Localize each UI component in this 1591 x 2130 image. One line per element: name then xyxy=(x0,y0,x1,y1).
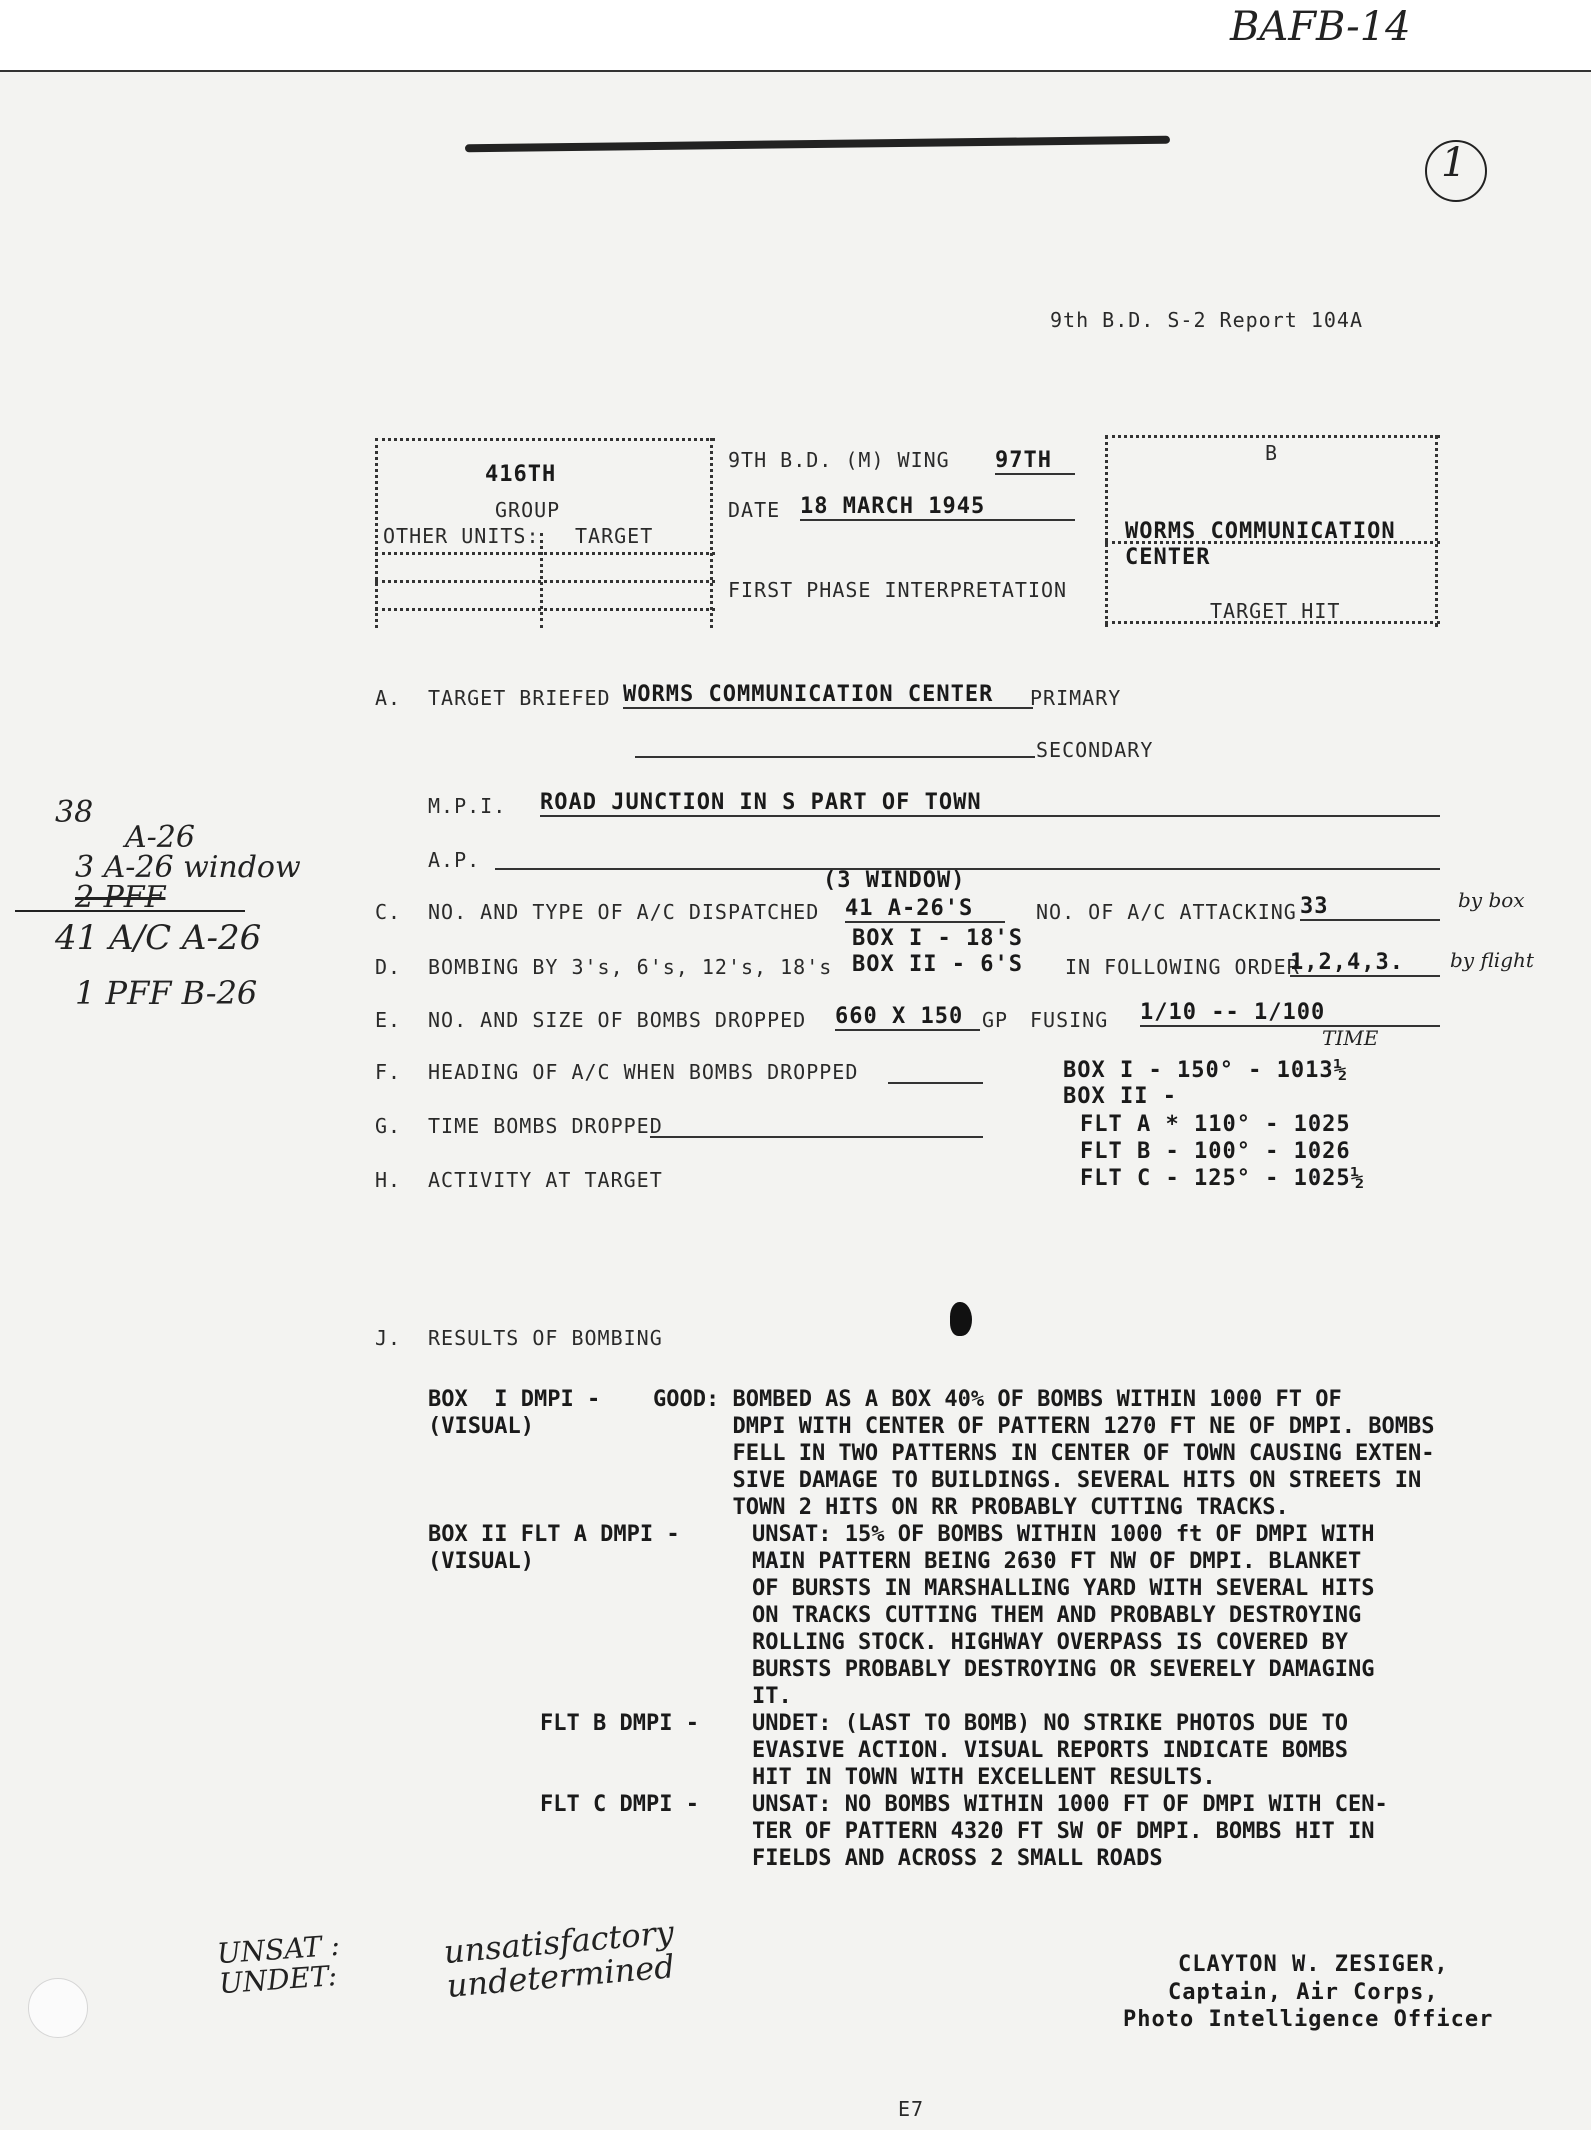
time-note-handwritten: TIME xyxy=(1322,1026,1379,1050)
report-number: 9th B.D. S-2 Report 104A xyxy=(1050,308,1363,332)
item-f-letter: F. xyxy=(375,1060,402,1084)
window-note: (3 WINDOW) xyxy=(823,868,966,893)
punch-hole xyxy=(28,1978,88,2038)
item-g-blank xyxy=(650,1120,983,1138)
order-label: IN FOLLOWING ORDER xyxy=(1065,955,1300,979)
target-name-line2: CENTER xyxy=(1125,545,1211,570)
item-e-value: 660 X 150 xyxy=(835,1004,980,1031)
mpi-label: M.P.I. xyxy=(428,794,507,818)
margin-notes-handwritten xyxy=(55,795,365,1055)
margin-note-line2: 3 A-26 window xyxy=(75,850,301,885)
item-e-letter: E. xyxy=(375,1008,402,1032)
box-ii-visual: (VISUAL) xyxy=(428,1549,534,1574)
item-f-label: HEADING OF A/C WHEN BOMBS DROPPED xyxy=(428,1060,859,1084)
heading-flt-c: FLT C - 125° - 1025½ xyxy=(1080,1166,1365,1191)
page-footer-code: E7 xyxy=(898,2097,925,2121)
box-i-visual: (VISUAL) xyxy=(428,1414,534,1439)
group-number: 416TH xyxy=(485,462,557,487)
heading-flt-b: FLT B - 100° - 1026 xyxy=(1080,1139,1351,1164)
box-i-label: BOX I DMPI - xyxy=(428,1387,601,1412)
target-label: TARGET xyxy=(575,524,654,548)
box-i-order: BOX I - 18'S xyxy=(852,926,1023,951)
item-d-letter: D. xyxy=(375,955,402,979)
ap-blank xyxy=(495,852,1440,870)
box-ii-order: BOX II - 6'S xyxy=(852,952,1023,977)
flt-c-text: UNSAT: NO BOMBS WITHIN 1000 FT OF DMPI WITH CEN- TER OF PATTERN 4320 FT SW OF DMPI. BOMBS HIT IN FIELDS AND ACROSS 2 SMALL ROADS xyxy=(752,1792,1388,1871)
item-j-label: RESULTS OF BOMBING xyxy=(428,1326,663,1350)
date-value: 18 MARCH 1945 xyxy=(800,494,1075,521)
ink-blot xyxy=(950,1302,972,1336)
flt-b-label: FLT B DMPI - xyxy=(540,1711,699,1736)
mpi-value: ROAD JUNCTION IN S PART OF TOWN xyxy=(540,790,1440,817)
order-value: 1,2,4,3. xyxy=(1290,950,1440,977)
item-f-blank xyxy=(888,1066,983,1084)
item-e-label: NO. AND SIZE OF BOMBS DROPPED xyxy=(428,1008,807,1032)
by-box-note: by box xyxy=(1458,888,1525,912)
item-c-value: 41 A-26'S xyxy=(845,896,1005,923)
box-i-text: GOOD: BOMBED AS A BOX 40% OF BOMBS WITHIN 1000 FT OF DMPI WITH CENTER OF PATTERN 1270 FT NE OF DMPI. BOMBS FELL IN TWO PATTERNS IN CENTER OF TOWN CAUSING EXTEN- SIVE DAMAGE TO BUILDINGS. SEVERAL HITS ON STREETS IN TOWN 2 HITS ON RR PROBABLY CUTTING TRACKS. xyxy=(653,1387,1435,1520)
flt-c-label: FLT C DMPI - xyxy=(540,1792,699,1817)
flt-a-text: UNSAT: 15% OF BOMBS WITHIN 1000 ft OF DMPI WITH MAIN PATTERN BEING 2630 FT NW OF DMPI. BLANKET OF BURSTS IN MARSHALLING YARD WITH SEVERAL HITS ON TRACKS CUTTING THEM AND PROBABLY DESTROYING ROLLING STOCK. HIGHWAY OVERPASS IS COVERED BY BURSTS PROBABLY DESTROYING OR SEVERELY DAMAGING IT. xyxy=(752,1522,1375,1709)
group-label: GROUP xyxy=(495,498,561,522)
target-hit-label: TARGET HIT xyxy=(1210,599,1341,623)
attacking-value: 33 xyxy=(1300,894,1440,921)
margin-note-line5: 1 PFF B-26 xyxy=(75,974,258,1012)
item-g-letter: G. xyxy=(375,1114,402,1138)
abbrev-notes-handwritten: UNSAT : UNDET: xyxy=(215,1928,341,2001)
page-number-handwritten: 1 xyxy=(1441,140,1467,186)
wing-value: 97TH xyxy=(995,448,1075,475)
signer-rank: Captain, Air Corps, xyxy=(1168,1980,1439,2005)
by-flight-note: by flight xyxy=(1450,948,1534,972)
interpretation-phase: FIRST PHASE INTERPRETATION xyxy=(728,578,1068,602)
item-e-gp: GP xyxy=(982,1008,1009,1032)
item-h-letter: H. xyxy=(375,1168,402,1192)
margin-note-line1: A-26 xyxy=(125,820,195,855)
item-d-label: BOMBING BY 3's, 6's, 12's, 18's xyxy=(428,955,833,979)
item-c-letter: C. xyxy=(375,900,402,924)
box-letter: B xyxy=(1265,441,1279,465)
margin-note-line4: 41 A/C A-26 xyxy=(55,918,262,958)
file-code-handwritten: BAFB-14 xyxy=(1230,4,1411,50)
signer-title: Photo Intelligence Officer xyxy=(1123,2007,1494,2032)
flt-b-text: UNDET: (LAST TO BOMB) NO STRIKE PHOTOS DUE TO EVASIVE ACTION. VISUAL REPORTS INDICATE BOMBS HIT IN TOWN WITH EXCELLENT RESULTS. xyxy=(752,1711,1349,1790)
date-label: DATE xyxy=(728,498,781,522)
other-units-label: OTHER UNITS: xyxy=(383,524,540,548)
fusing-value: 1/10 -- 1/100 xyxy=(1140,1000,1440,1027)
attacking-label: NO. OF A/C ATTACKING xyxy=(1036,900,1297,924)
item-a-letter: A. xyxy=(375,686,402,710)
item-a-label: TARGET BRIEFED xyxy=(428,686,611,710)
abbrev-meanings-handwritten: unsatisfactory undetermined xyxy=(442,1913,677,2005)
signer-name: CLAYTON W. ZESIGER, xyxy=(1178,1952,1449,1977)
box-ii-label: BOX II FLT A DMPI - xyxy=(428,1522,680,1547)
heading-flt-a: FLT A * 110° - 1025 xyxy=(1080,1112,1351,1137)
item-h-label: ACTIVITY AT TARGET xyxy=(428,1168,663,1192)
item-c-label: NO. AND TYPE OF A/C DISPATCHED xyxy=(428,900,820,924)
margin-note-line3: 2 PFF xyxy=(75,880,166,915)
heading-box-i: BOX I - 150° - 1013½ xyxy=(1063,1058,1348,1083)
target-box xyxy=(1105,435,1440,627)
wing-label: 9TH B.D. (M) WING xyxy=(728,448,950,472)
target-name-line1: WORMS COMMUNICATION xyxy=(1125,519,1396,544)
item-j-letter: J. xyxy=(375,1326,402,1350)
item-a-value: WORMS COMMUNICATION CENTER xyxy=(623,682,1033,709)
heading-box-ii: BOX II - xyxy=(1063,1084,1177,1109)
margin-note-count: 38 xyxy=(55,795,94,830)
ap-label: A.P. xyxy=(428,848,481,872)
item-g-label: TIME BOMBS DROPPED xyxy=(428,1114,663,1138)
fusing-label: FUSING xyxy=(1030,1008,1109,1032)
group-box xyxy=(375,438,715,628)
secondary-blank xyxy=(635,742,1035,758)
item-a-suffix: PRIMARY xyxy=(1030,686,1122,710)
secondary-label: SECONDARY xyxy=(1036,738,1154,762)
